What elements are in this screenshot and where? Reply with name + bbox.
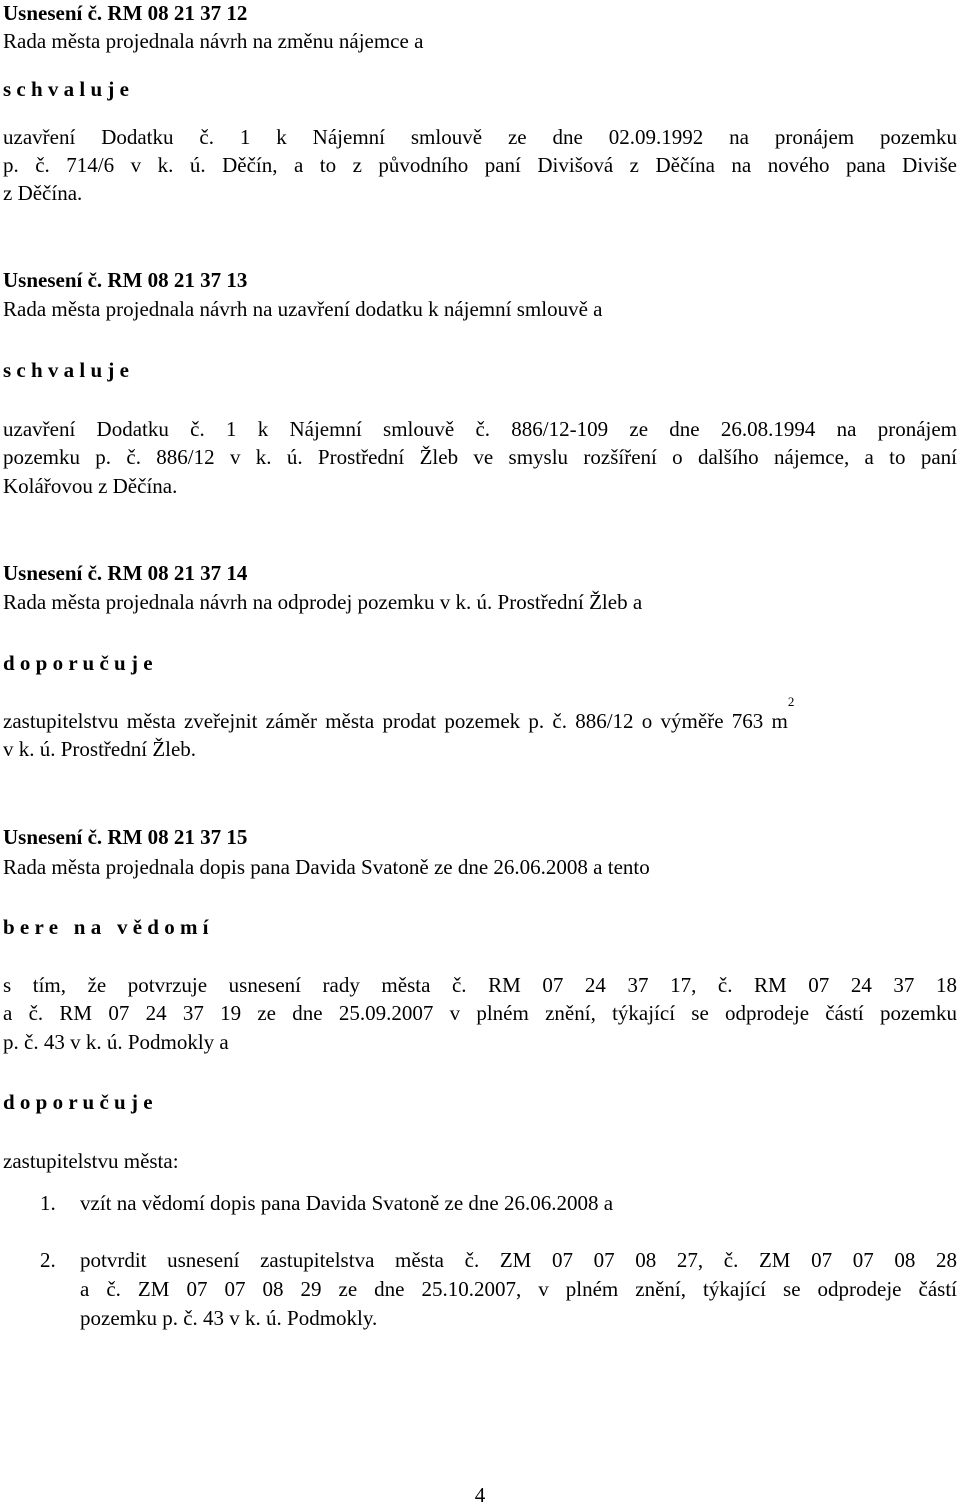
heading-prefix: Usnesení č. xyxy=(3,1,103,25)
resolution-intro: Rada města projednala dopis pana Davida Svatoně ze dne 26.06.2008 a tento xyxy=(3,855,650,879)
resolution-verb: d o p o r u č u j e xyxy=(3,651,153,675)
heading-prefix: Usnesení č. xyxy=(3,561,103,585)
resolution-body-line: uzavření Dodatku č. 1 k Nájemní smlouvě ze dne 02.09.1992 na pronájem pozemku xyxy=(3,125,957,149)
heading-prefix: Usnesení č. xyxy=(3,268,103,292)
list-item-text: potvrdit usnesení zastupitelstva města č. ZM 07 07 08 27, č. ZM 07 07 08 28 xyxy=(80,1248,957,1272)
resolution-body-line: p. č. 43 v k. ú. Podmokly a xyxy=(3,1030,229,1054)
resolution-body-line: z Děčína. xyxy=(3,181,83,205)
resolution-body-line: s tím, že potvrzuje usnesení rady města č. RM 07 24 37 17, č. RM 07 24 37 18 xyxy=(3,973,957,997)
resolution-heading-15 xyxy=(3,824,957,850)
resolution-body-text: zastupitelstvu města zveřejnit záměr města prodat pozemek p. č. 886/12 o výměře 763 m xyxy=(3,709,788,733)
heading-prefix: Usnesení č. xyxy=(3,825,103,849)
list-item-text: vzít na vědomí dopis pana Davida Svatoně ze dne 26.06.2008 a xyxy=(80,1191,614,1215)
resolution-body-line: p. č. 714/6 v k. ú. Děčín, a to z původního paní Divišová z Děčína na nového pana Diviše xyxy=(3,153,957,177)
resolution-number: RM 08 21 37 15 xyxy=(107,825,248,849)
page-number: 4 xyxy=(474,1483,486,1507)
resolution-body-line: uzavření Dodatku č. 1 k Nájemní smlouvě č. 886/12-109 ze dne 26.08.1994 na pronájem xyxy=(3,417,957,441)
resolution-heading-13 xyxy=(3,267,957,293)
resolution-number: RM 08 21 37 14 xyxy=(107,561,248,585)
resolution-verb-2: d o p o r u č u j e xyxy=(3,1090,153,1114)
superscript-exponent: 2 xyxy=(787,694,795,709)
list-marker: 1. xyxy=(40,1191,56,1215)
resolution-body-line-with-area xyxy=(3,694,957,734)
resolution-number: RM 08 21 37 12 xyxy=(107,1,248,25)
resolution-body-line: zastupitelstvu města: xyxy=(3,1149,179,1173)
resolution-intro: Rada města projednala návrh na uzavření dodatku k nájemní smlouvě a xyxy=(3,297,603,321)
resolution-intro: Rada města projednala návrh na odprodej pozemku v k. ú. Prostřední Žleb a xyxy=(3,590,643,614)
resolution-verb: s c h v a l u j e xyxy=(3,77,129,101)
resolution-heading-12 xyxy=(3,0,957,26)
resolution-heading-14 xyxy=(3,560,957,586)
resolution-body-line: pozemku p. č. 886/12 v k. ú. Prostřední Žleb ve smyslu rozšíření o dalšího nájemce, a to paní xyxy=(3,445,957,469)
list-item-continuation: a č. ZM 07 07 08 29 ze dne 25.10.2007, v plném znění, týkající se odprodeje částí xyxy=(80,1277,957,1301)
list-marker: 2. xyxy=(40,1248,56,1272)
resolution-verb: s c h v a l u j e xyxy=(3,358,129,382)
resolution-number: RM 08 21 37 13 xyxy=(107,268,248,292)
resolution-verb: b e r e n a v ě d o m í xyxy=(3,915,209,939)
resolution-body-line: a č. RM 07 24 37 19 ze dne 25.09.2007 v plném znění, týkající se odprodeje částí pozemku xyxy=(3,1001,957,1025)
resolution-body-line: v k. ú. Prostřední Žleb. xyxy=(3,737,197,761)
list-item-continuation: pozemku p. č. 43 v k. ú. Podmokly. xyxy=(80,1306,378,1330)
list-item-1 xyxy=(40,1190,957,1216)
list-item-2 xyxy=(40,1247,957,1273)
resolution-body-line: Kolářovou z Děčína. xyxy=(3,474,178,498)
resolution-intro: Rada města projednala návrh na změnu nájemce a xyxy=(3,29,424,53)
